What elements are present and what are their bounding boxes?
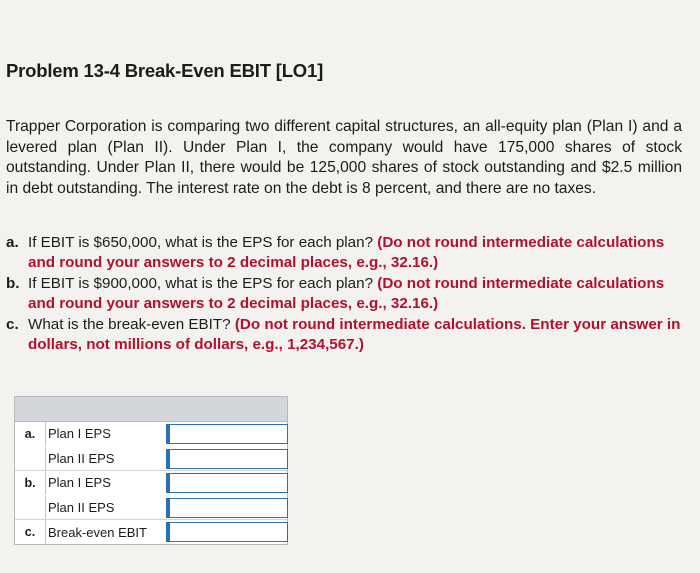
- break-even-ebit-input[interactable]: [166, 522, 288, 542]
- table-row: [15, 520, 287, 544]
- row-letter: c.: [15, 520, 46, 544]
- table-row: [15, 447, 287, 472]
- question-b: [6, 274, 682, 315]
- row-label: Break-even EBIT: [48, 524, 147, 540]
- table-row: [15, 422, 287, 447]
- row-letter: a.: [15, 422, 46, 446]
- answer-table: [14, 396, 288, 545]
- plan-i-eps-input-b[interactable]: [166, 473, 288, 493]
- plan-ii-eps-input-a[interactable]: [166, 449, 288, 469]
- question-a: [6, 233, 682, 274]
- row-letter: [15, 447, 46, 471]
- question-text: If EBIT is $900,000, what is the EPS for each plan?: [28, 274, 374, 292]
- problem-title: Problem 13-4 Break-Even EBIT [LO1]: [6, 60, 324, 81]
- row-label: Plan I EPS: [48, 426, 111, 442]
- problem-intro: Trapper Corporation is comparing two different capital structures, an all-equity plan (Plan I) and a levered plan (Plan II). Under Plan I, the company would have 175,000 shares of stock outstanding. Under Plan II, there would be 125,000 shares of stock outstanding and $2.5 million in debt outstanding. The interest rate on the debt is 8 percent, and there are no taxes.: [6, 118, 682, 197]
- question-letter: c.: [6, 315, 19, 333]
- row-label: Plan II EPS: [48, 450, 115, 466]
- question-list: [6, 233, 682, 355]
- row-label: Plan II EPS: [48, 500, 115, 516]
- question-text: If EBIT is $650,000, what is the EPS for each plan?: [28, 234, 374, 251]
- question-note: (Do not round intermediate calculations. Enter your answer in dollars, not millions of dollars, e.g., 1,234,567.): [28, 315, 681, 354]
- table-row: [15, 496, 287, 521]
- question-note: (Do not round intermediate calculations and round your answers to 2 decimal places, e.g., 32.16.): [28, 274, 665, 313]
- question-letter: b.: [6, 274, 20, 292]
- row-label: Plan I EPS: [48, 475, 111, 491]
- question-text: What is the break-even EBIT?: [28, 315, 231, 333]
- table-row: [15, 471, 287, 496]
- row-letter: [15, 496, 46, 520]
- plan-ii-eps-input-b[interactable]: [166, 498, 288, 518]
- question-c: [6, 315, 682, 356]
- question-note: (Do not round intermediate calculations and round your answers to 2 decimal places, e.g., 32.16.): [28, 234, 665, 272]
- table-header: [15, 397, 287, 422]
- question-letter: a.: [6, 234, 19, 251]
- plan-i-eps-input-a[interactable]: [166, 424, 288, 444]
- row-letter: b.: [15, 471, 46, 495]
